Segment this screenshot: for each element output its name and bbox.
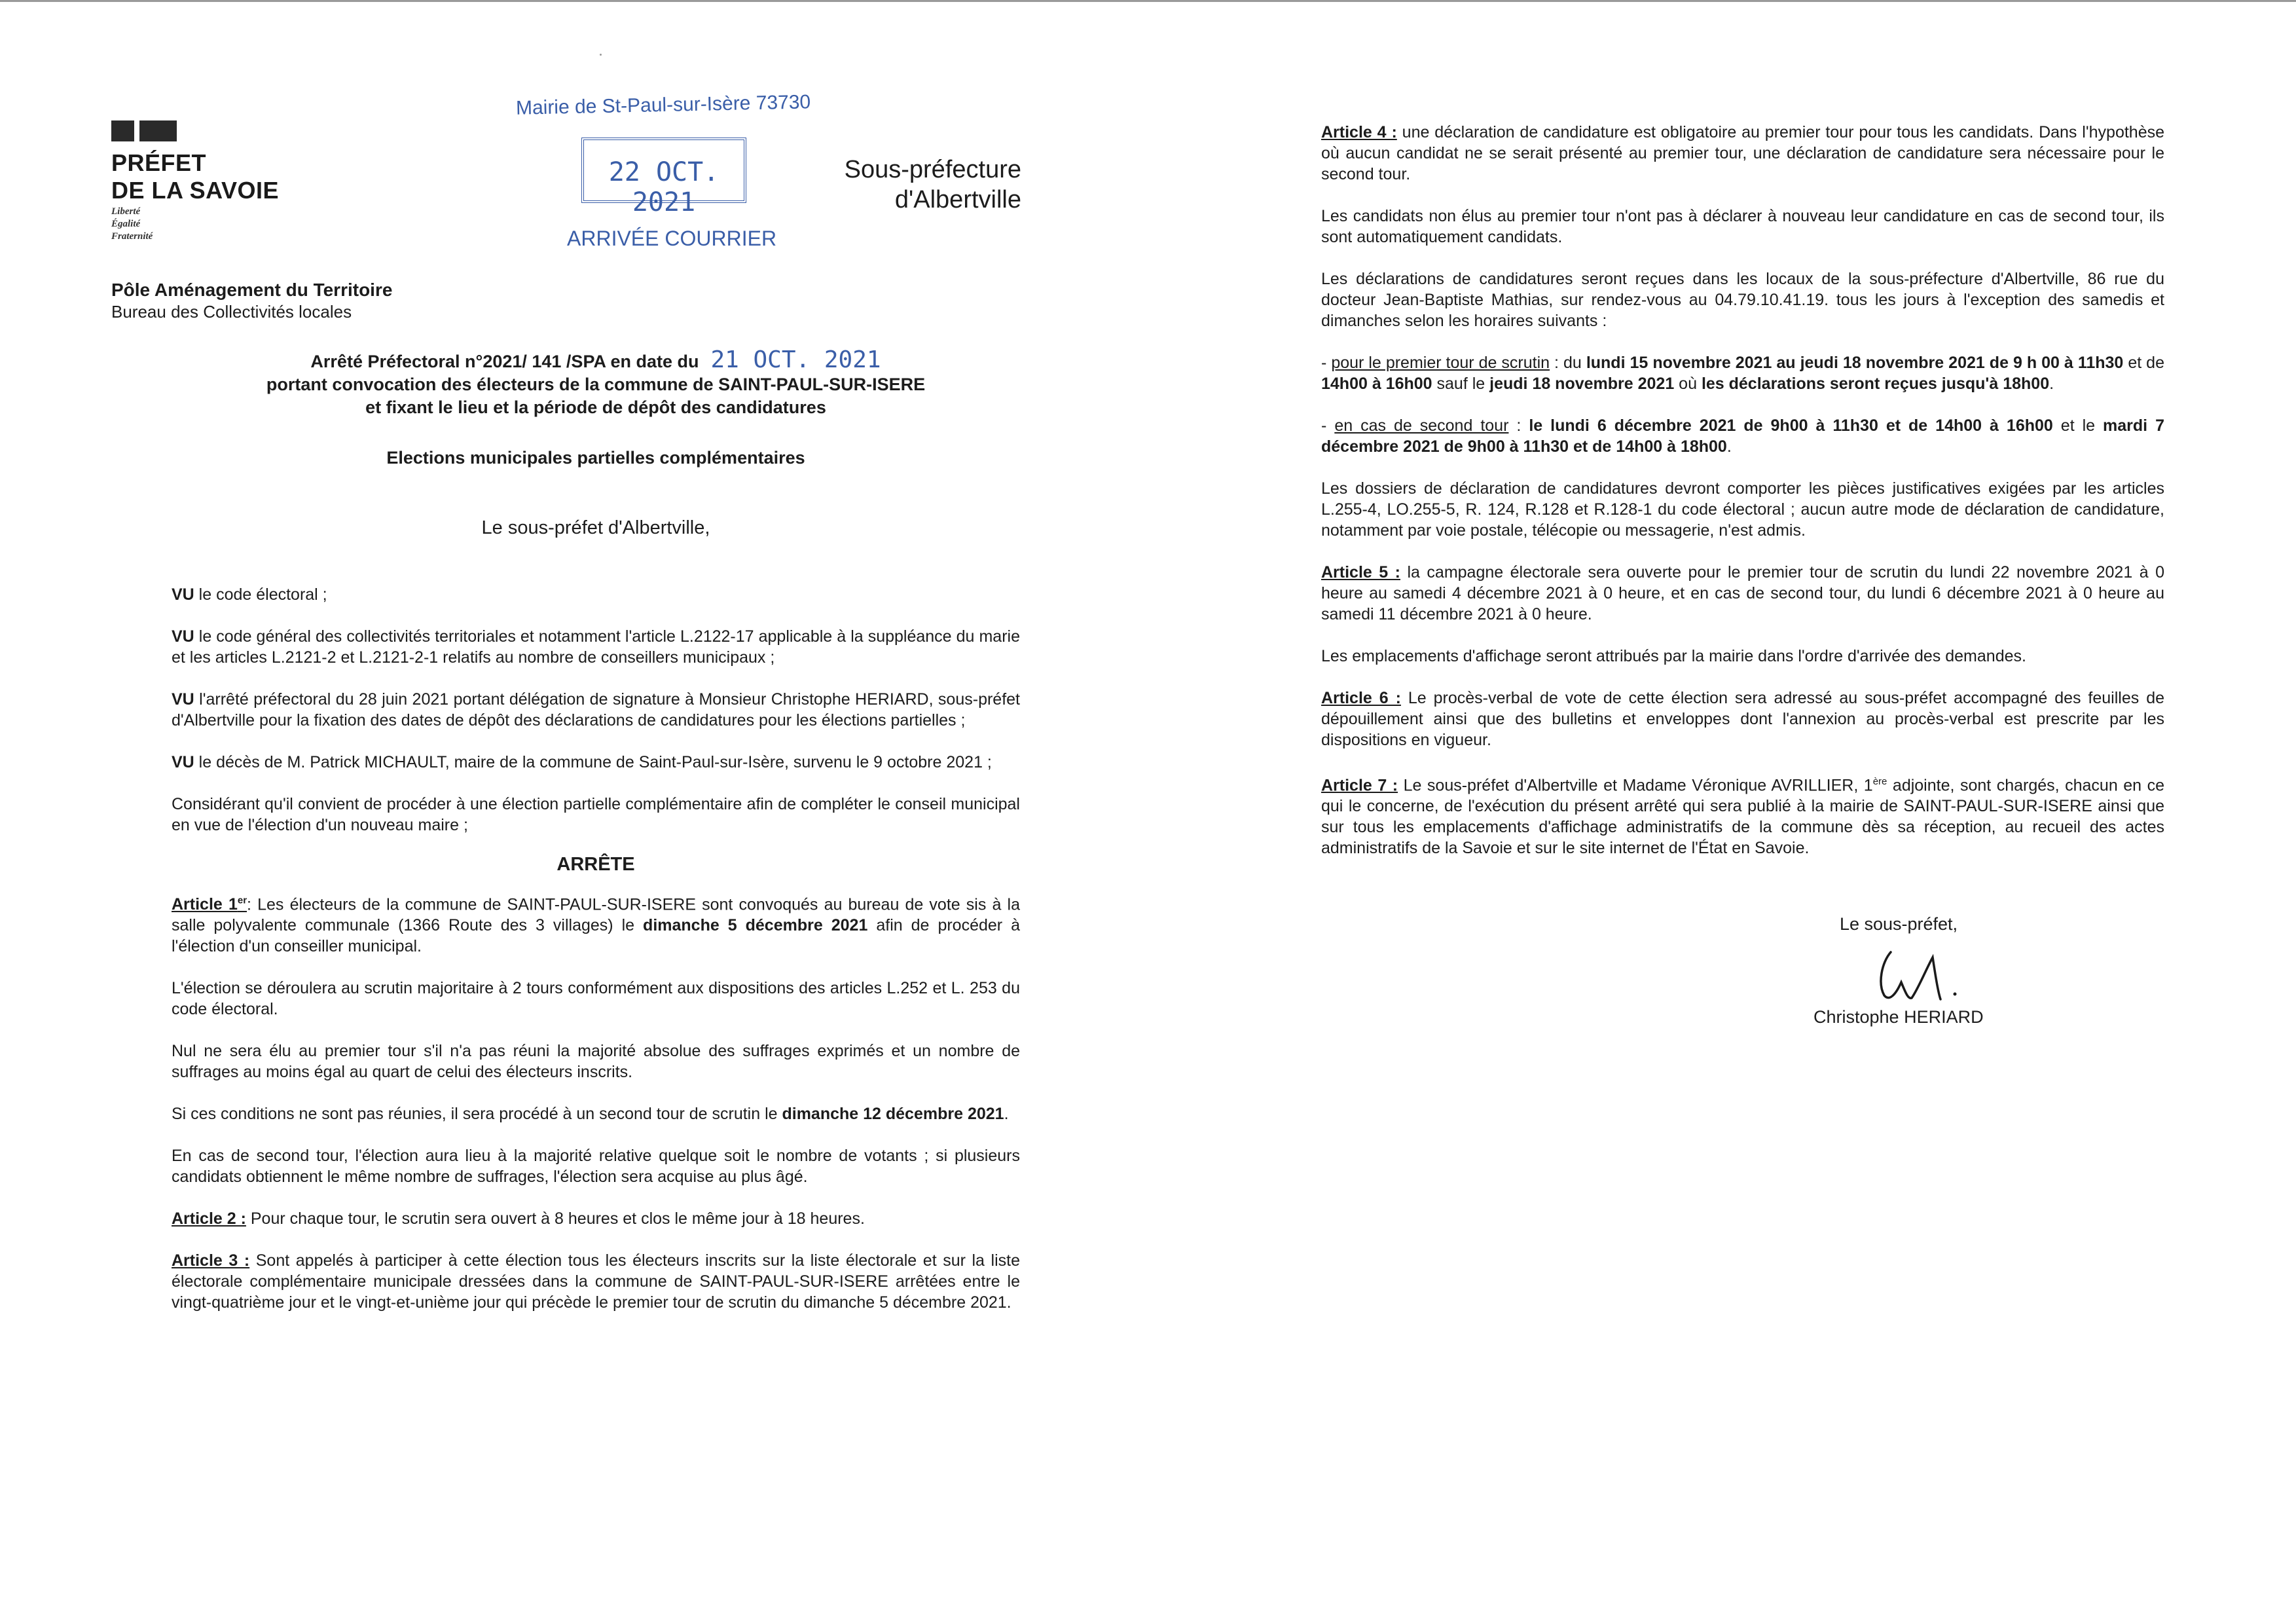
article-5-paragraph: Les emplacements d'affichage seront attribués par la mairie dans l'ordre d'arrivée des demandes.	[1321, 647, 2026, 665]
second-round-schedule: - en cas de second tour : le lundi 6 décembre 2021 de 9h00 à 11h30 et de 14h00 à 16h00 et le mardi 7 décembre 2021 de 9h00 à 11h30 et de 14h00 à 18h00.	[1321, 416, 2165, 456]
vu-paragraph: VU le décès de M. Patrick MICHAULT, maire de la commune de Saint-Paul-sur-Isère, survenu le 9 octobre 2021 ;	[172, 753, 992, 771]
devise	[111, 206, 153, 243]
sous-prefecture-heading	[773, 155, 1021, 215]
article-4-paragraph: Les déclarations de candidatures seront reçues dans les locaux de la sous-préfecture d'Albertville, 86 rue du docteur Jean-Baptiste Mathias, sur rendez-vous au 04.79.10.41.19. tous les jours à l'exception des samedis et dimanches selon les horaires suivants :	[1321, 270, 2164, 330]
article-7: Article 7 : Le sous-préfet d'Albertville et Madame Véronique AVRILLIER, 1ère adjointe, sont chargés, chacun en ce qui le concerne, de l'exécution du présent arrêté qui sera publié à la mairie de SAINT-PAUL-SUR-ISERE ainsi que sur tous les emplacements d'affichage administratifs de la commune dès sa réception, au recueil des actes administratifs de la Savoie et sur le site internet de l'État en Savoie.	[1321, 776, 2164, 858]
scan-top-edge	[0, 0, 2296, 2]
mairie-stamp: Mairie de St-Paul-sur-Isère 73730	[515, 91, 811, 119]
article-4-paragraph: Les dossiers de déclaration de candidatures devront comporter les pièces justificatives exigées par les articles L.255-4, LO.255-5, R. 124, R.128 et R.128-1 du code électoral ; aucun autre mode de déclaration de candidature, notamment par voie postale, télécopie ou messagerie, n'est admis.	[1321, 479, 2164, 540]
article-1: Article 1er: Les électeurs de la commune de SAINT-PAUL-SUR-ISERE sont convoqués au bureau de vote sis à la salle polyvalente communale (1366 Route des 3 villages) le dimanche 5 décembre 2021 afin de procéder à l'élection d'un conseiller municipal.	[172, 895, 1021, 956]
article-5: Article 5 : la campagne électorale sera ouverte pour le premier tour de scrutin du lundi 22 novembre 2021 à 0 heure au samedi 4 décembre 2021 à 0 heure, et en cas de second tour, du lundi 6 décembre 2021 à 0 heure au samedi 11 décembre 2021 à 0 heure.	[1321, 563, 2164, 623]
bureau-label: Bureau des Collectivités locales	[111, 302, 352, 322]
sous-prefecture-line1: Sous-préfecture	[844, 156, 1021, 183]
elections-subtitle: Elections municipales partielles complémentaires	[386, 448, 805, 468]
republique-logo-icon	[111, 120, 177, 141]
arrete-heading: ARRÊTE	[556, 854, 635, 875]
pole-label: Pôle Aménagement du Territoire	[111, 280, 393, 300]
prefet-title-line2: DE LA SAVOIE	[111, 177, 280, 204]
devise-liberte: Liberté	[111, 206, 141, 217]
arrete-title-line2: portant convocation des électeurs de la commune de SAINT-PAUL-SUR-ISERE	[266, 375, 926, 394]
arrete-number: Arrêté Préfectoral n°2021/ 141 /SPA en date du	[310, 352, 699, 371]
article-1-paragraph: Si ces conditions ne sont pas réunies, il sera procédé à un second tour de scrutin le dimanche 12 décembre 2021.	[172, 1105, 1009, 1124]
date-stamp: 22 OCT. 2021	[608, 157, 720, 217]
vu-paragraph: VU l'arrêté préfectoral du 28 juin 2021 portant délégation de signature à Monsieur Christophe HERIARD, sous-préfet d'Albertville pour la fixation des dates de dépôt des déclarations de candidatures pour les élections partielles ;	[172, 690, 1020, 729]
vu-paragraph: VU le code général des collectivités territoriales et notamment l'article L.2122-17 applicable à la suppléance du marie et les articles L.2121-2 et L.2121-2-1 relatifs au nombre de conseillers municipaux ;	[172, 627, 1020, 667]
article-4-paragraph: Les candidats non élus au premier tour n'ont pas à déclarer à nouveau leur candidature en cas de second tour, ils sont automatiquement candidats.	[1321, 207, 2164, 246]
article-2: Article 2 : Pour chaque tour, le scrutin sera ouvert à 8 heures et clos le même jour à 18 heures.	[172, 1209, 865, 1228]
article-4: Article 4 : une déclaration de candidature est obligatoire au premier tour pour tous les candidats. Dans l'hypothèse où aucun candidat ne se serait présenté au premier tour, une déclaration de candidature sera nécessaire pour le second tour.	[1321, 123, 2164, 183]
date-stamp-box	[581, 138, 746, 217]
devise-fraternite: Fraternité	[111, 231, 153, 242]
left-column	[172, 584, 1020, 1313]
scan-speck	[600, 54, 602, 56]
arrete-date-stamp: 21 OCT. 2021	[710, 346, 881, 373]
article-6: Article 6 : Le procès-verbal de vote de cette élection sera adressé au sous-préfet accompagné des feuilles de dépouillement ainsi que des bulletins et enveloppes dont l'annexion au procès-verbal est prescrite par les dispositions en vigueur.	[1321, 689, 2164, 749]
article-3: Article 3 : Sont appelés à participer à cette élection tous les électeurs inscrits sur la liste électorale et sur la liste électorale complémentaire municipale dressées dans la commune de SAINT-PAUL-SUR-ISERE arrêtées entre le vingt-quatrième jour et le vingt-et-unième jour qui précède le premier tour de scrutin du dimanche 5 décembre 2021.	[172, 1251, 1020, 1312]
article-1-paragraph: L'élection se déroulera au scrutin majoritaire à 2 tours conformément aux dispositions des articles L.252 et L. 253 du code électoral.	[172, 979, 1020, 1019]
signatory-name: Christophe HERIARD	[1813, 1007, 1984, 1027]
devise-egalite: Égalité	[111, 219, 141, 229]
signature-title: Le sous-préfet,	[1839, 914, 1958, 934]
arrete-title-line3: et fixant le lieu et la période de dépôt des candidatures	[365, 397, 826, 417]
right-column	[1321, 122, 2164, 858]
arrivee-courrier-stamp: ARRIVÉE COURRIER	[567, 227, 777, 250]
considerant-paragraph: Considérant qu'il convient de procéder à une élection partielle complémentaire afin de compléter le conseil municipal en vue de l'élection d'un nouveau maire ;	[172, 795, 1020, 834]
sous-prefet-intro: Le sous-préfet d'Albertville,	[481, 517, 710, 538]
first-round-schedule: - pour le premier tour de scrutin : du lundi 15 novembre 2021 au jeudi 18 novembre 2021 de 9 h 00 à 11h30 et de 14h00 à 16h00 sauf le jeudi 18 novembre 2021 où les déclarations seront reçues jusqu'à 18h00.	[1321, 354, 2164, 393]
prefet-title	[111, 149, 279, 204]
prefet-title-line1: PRÉFET	[111, 149, 207, 176]
arrete-title	[172, 348, 1020, 419]
vu-paragraph: VU le code électoral ;	[172, 585, 327, 604]
handwritten-signature-icon	[1872, 943, 1971, 1015]
sous-prefecture-line2: d'Albertville	[894, 186, 1021, 213]
article-1-paragraph: En cas de second tour, l'élection aura lieu à la majorité relative quelque soit le nombre de votants ; si plusieurs candidats obtiennent le même nombre de suffrages, l'élection sera acquise au plus âgé.	[172, 1147, 1020, 1187]
article-1-paragraph: Nul ne sera élu au premier tour s'il n'a pas réuni la majorité absolue des suffrages exprimés et un nombre de suffrages au moins égal au quart de celui des électeurs inscrits.	[172, 1042, 1020, 1082]
